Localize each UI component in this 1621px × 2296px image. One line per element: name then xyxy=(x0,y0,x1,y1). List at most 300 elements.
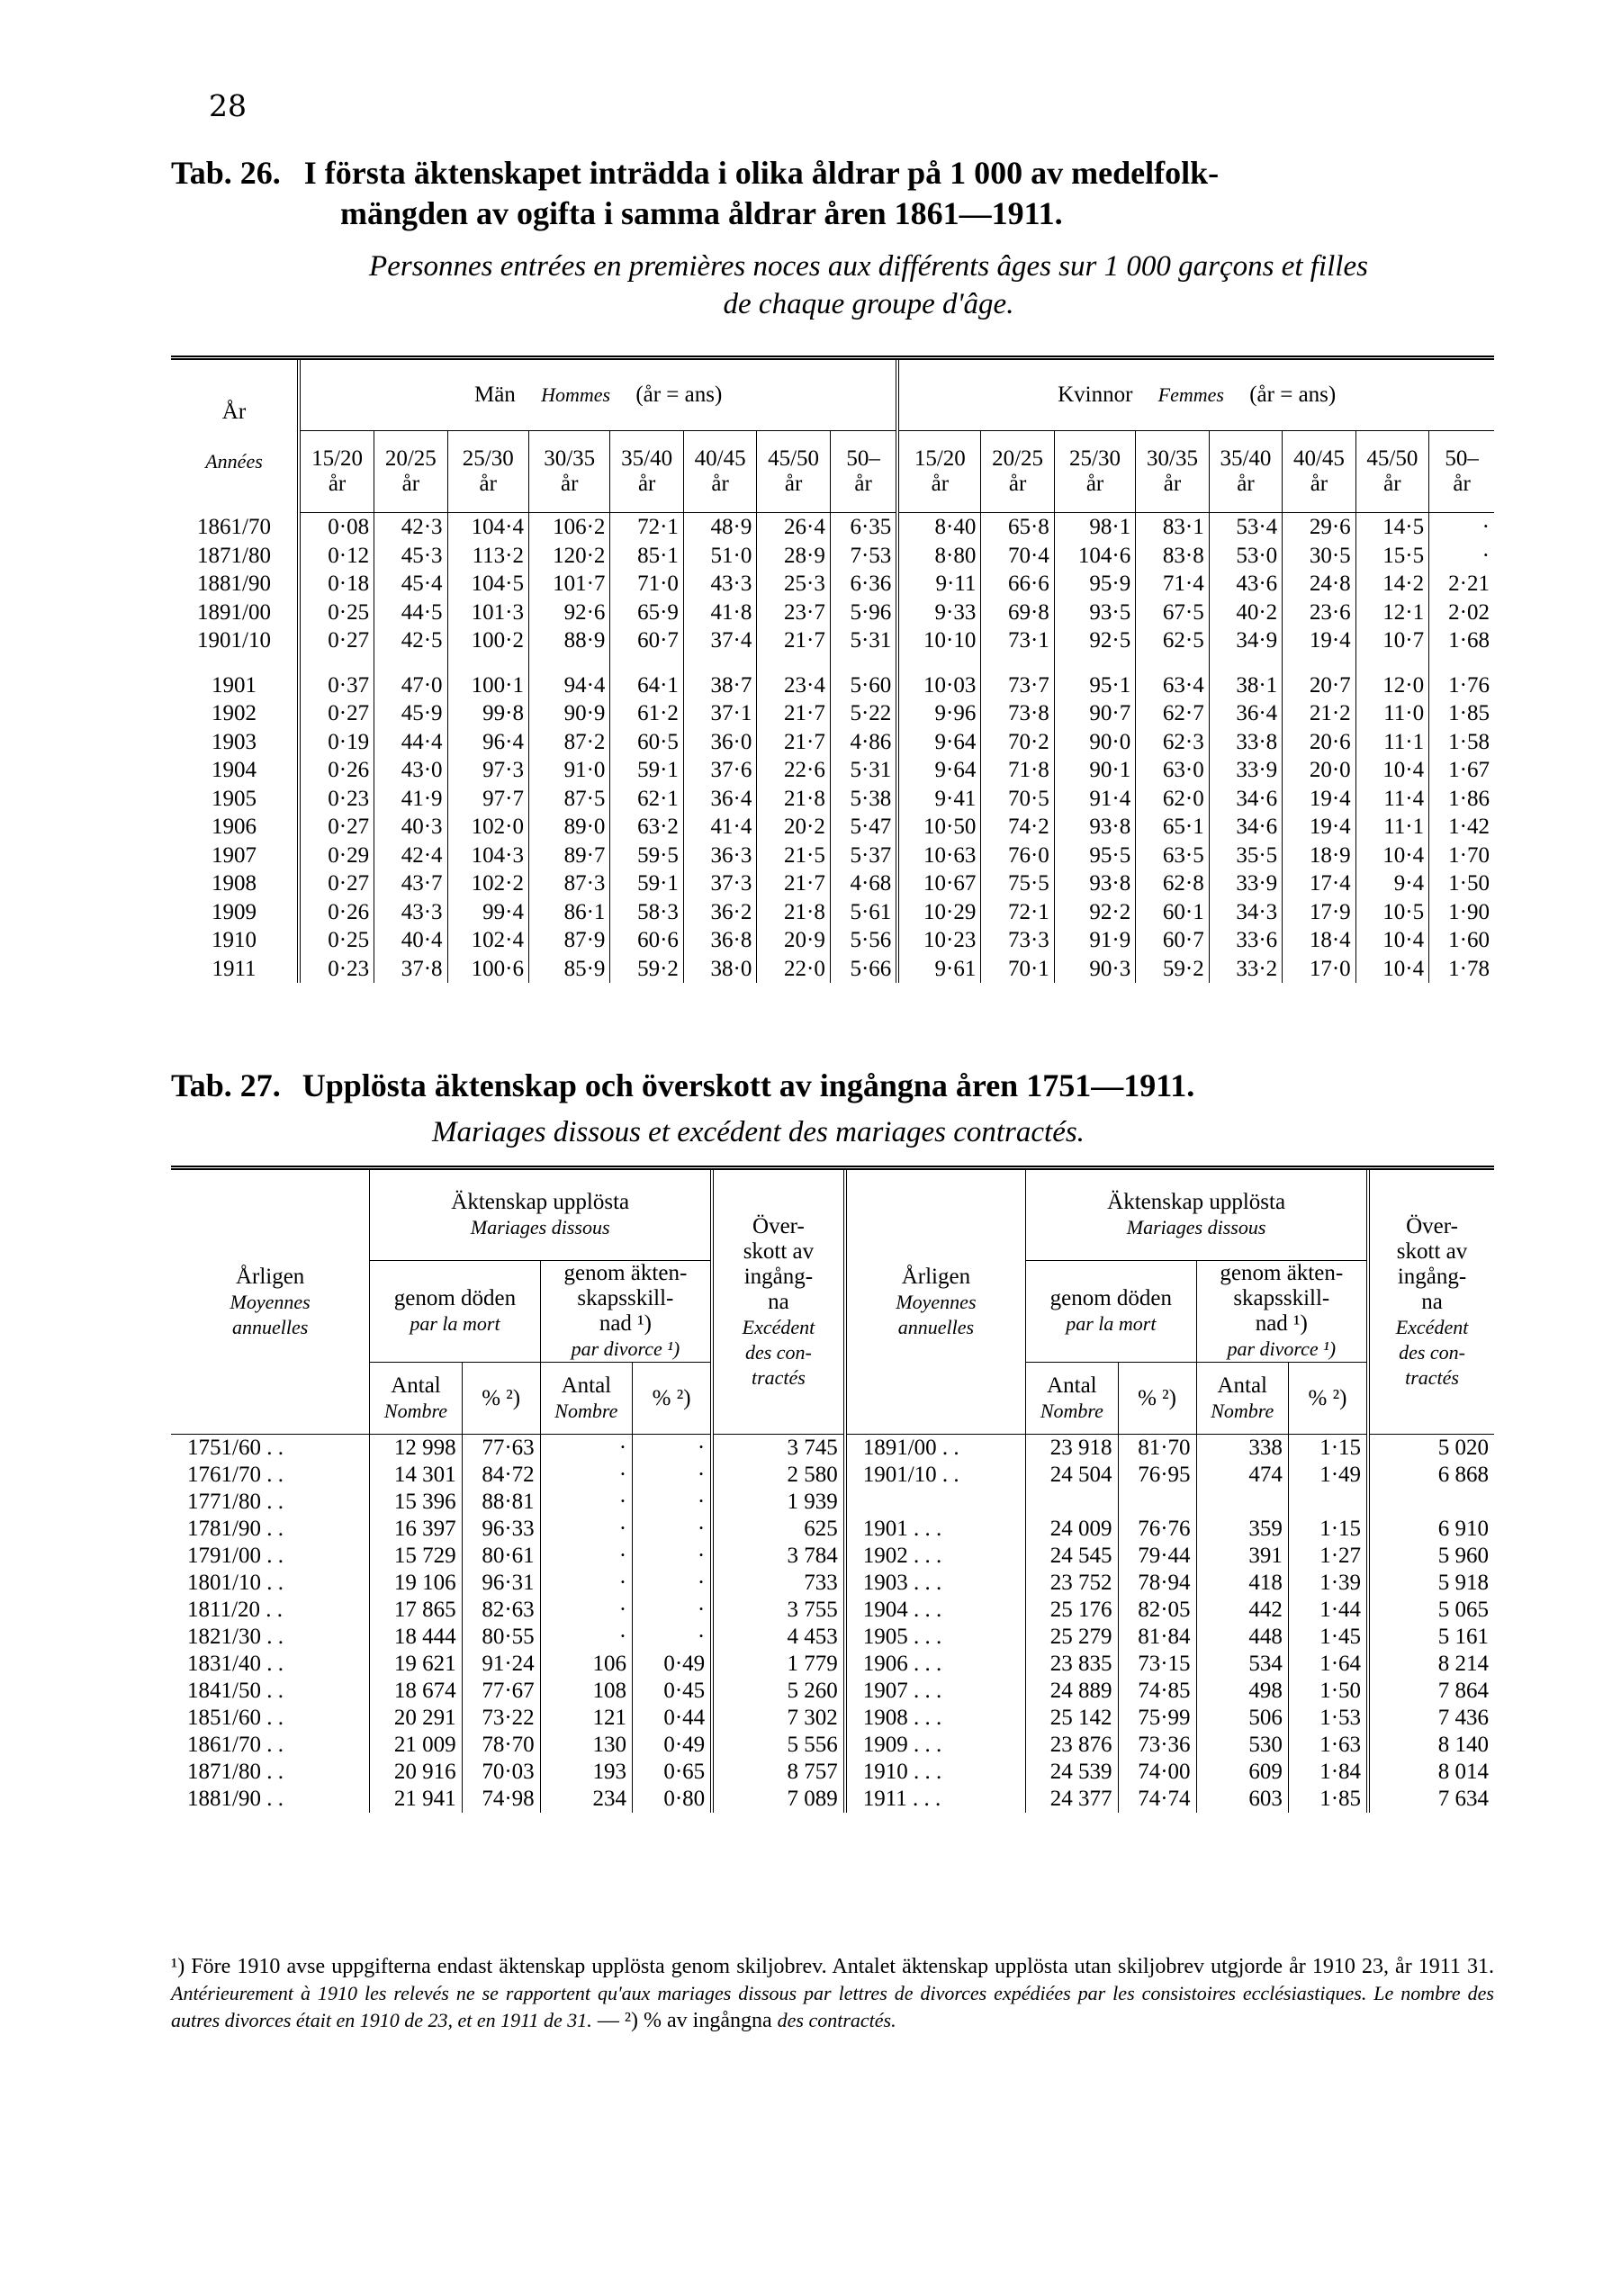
year-cell: 1903 xyxy=(212,729,257,754)
year-cell: 1861/70 xyxy=(197,514,271,539)
dissolved-label: Äktenskap upplösta xyxy=(1107,1190,1286,1214)
year-header xyxy=(171,358,299,513)
year-cell: 1906 xyxy=(212,815,257,839)
women-age-header xyxy=(1355,431,1428,513)
death-pct-cell: 88·81 xyxy=(462,1489,540,1516)
death-cell: 15 396 xyxy=(370,1489,462,1516)
death-pct-cell: 73·22 xyxy=(462,1705,540,1732)
women-rate-cell: 93·8 xyxy=(1054,869,1135,898)
men-rate-cell: 21·7 xyxy=(757,728,830,757)
death-cell: 19 106 xyxy=(370,1570,462,1597)
women-rate-cell: 95·1 xyxy=(1054,671,1135,700)
women-rate-cell: 53·4 xyxy=(1209,513,1282,542)
women-rate-cell: 38·1 xyxy=(1209,671,1282,700)
gap-cell xyxy=(1429,655,1494,671)
women-rate-cell: 90·1 xyxy=(1054,756,1135,785)
women-rate-cell: 19·4 xyxy=(1283,626,1355,655)
men-unit: (år = ans) xyxy=(635,383,723,407)
death-pct-cell: 75·99 xyxy=(1118,1705,1196,1732)
tab26-subtitle xyxy=(243,248,1494,323)
div-pct-cell: · xyxy=(633,1570,713,1597)
women-rate-cell: 60·1 xyxy=(1136,898,1209,927)
percent-label: % ²) xyxy=(652,1385,691,1410)
men-rate-cell: 59·1 xyxy=(610,756,683,785)
death-cell: 18 444 xyxy=(370,1624,462,1651)
surplus-cell: 2 580 xyxy=(712,1462,845,1489)
women-rate-cell: 73·7 xyxy=(981,671,1054,700)
women-rate-cell: 1·42 xyxy=(1429,813,1494,842)
women-rate-cell: 59·2 xyxy=(1136,955,1209,984)
women-rate-cell: 2·02 xyxy=(1429,599,1494,627)
women-rate-cell: 19·4 xyxy=(1283,813,1355,842)
men-age-header xyxy=(528,431,609,513)
women-rate-cell: 10·4 xyxy=(1355,756,1428,785)
men-rate-cell: 20·9 xyxy=(757,926,830,955)
tab26-title-line2: mängden av ogifta i samma åldrar åren 1861—1911. xyxy=(340,195,1063,231)
number-label-fr: Nombre xyxy=(1211,1399,1274,1422)
number-label-fr: Nombre xyxy=(383,1399,447,1422)
men-rate-cell: 37·8 xyxy=(374,955,447,984)
year-cell: 1910 . . . xyxy=(845,1759,1026,1786)
men-rate-cell: 0·19 xyxy=(299,728,374,757)
surplus-label-fr: des con- xyxy=(744,1340,812,1364)
men-age-header xyxy=(447,431,528,513)
surplus-label-fr: Excédent xyxy=(1395,1315,1469,1338)
men-rate-cell: 60·6 xyxy=(610,926,683,955)
tab27-title xyxy=(171,1067,1494,1104)
footnote-1-marker: ¹) xyxy=(171,1955,185,1978)
men-age-header xyxy=(299,431,374,513)
men-rate-cell: 45·3 xyxy=(374,542,447,571)
men-rate-cell: 7·53 xyxy=(830,542,897,571)
year-cell: 1910 xyxy=(212,928,257,952)
women-rate-cell: 1·90 xyxy=(1429,898,1494,927)
women-rate-cell: 63·0 xyxy=(1136,756,1209,785)
div-pct-cell: 0·49 xyxy=(633,1732,713,1759)
div-pct-cell: 1·49 xyxy=(1288,1462,1368,1489)
year-cell: 1891/00 xyxy=(197,599,271,625)
men-rate-cell: 21·7 xyxy=(757,869,830,898)
surplus-cell: 7 634 xyxy=(1368,1786,1494,1813)
year-cell: 1791/00 . . xyxy=(187,1544,284,1568)
death-cell: 23 835 xyxy=(1026,1651,1118,1678)
div-cell: · xyxy=(540,1462,632,1489)
men-rate-cell: 21·7 xyxy=(757,699,830,728)
women-rate-cell: 33·9 xyxy=(1209,869,1282,898)
men-rate-cell: 23·4 xyxy=(757,671,830,700)
gap-cell xyxy=(1355,655,1428,671)
men-rate-cell: 60·7 xyxy=(610,626,683,655)
year-cell: 1811/20 . . xyxy=(187,1598,284,1622)
dissolved-label-fr: Mariages dissous xyxy=(470,1216,610,1238)
men-rate-cell: 36·8 xyxy=(683,926,756,955)
women-rate-cell: 71·8 xyxy=(981,756,1054,785)
year-cell: 1904 xyxy=(212,758,257,782)
men-rate-cell: 59·1 xyxy=(610,869,683,898)
men-rate-cell: 36·2 xyxy=(683,898,756,927)
women-rate-cell: 90·7 xyxy=(1054,699,1135,728)
table-row xyxy=(171,1435,1494,1463)
div-cell: 121 xyxy=(540,1705,632,1732)
women-rate-cell: 19·4 xyxy=(1283,785,1355,814)
percent-label: % ²) xyxy=(482,1385,521,1410)
women-rate-cell: 9·41 xyxy=(897,785,981,814)
death-pct-cell: 79·44 xyxy=(1118,1543,1196,1570)
surplus-cell: 6 910 xyxy=(1368,1516,1494,1543)
death-pct-cell: 81·84 xyxy=(1118,1624,1196,1651)
table-row xyxy=(171,570,1494,599)
age-group-label: 25/30 xyxy=(462,446,514,471)
women-rate-cell: 23·6 xyxy=(1283,599,1355,627)
men-rate-cell: 43·7 xyxy=(374,869,447,898)
women-rate-cell: 73·1 xyxy=(981,626,1054,655)
div-cell: 530 xyxy=(1196,1732,1288,1759)
number-header xyxy=(370,1363,462,1435)
surplus-label: na xyxy=(1421,1289,1443,1314)
gap-cell xyxy=(1283,655,1355,671)
year-cell: 1861/70 . . xyxy=(187,1733,284,1757)
gap-cell xyxy=(528,655,609,671)
women-rate-cell: 2·21 xyxy=(1429,570,1494,599)
age-group-label: 50– xyxy=(1445,446,1479,471)
men-rate-cell: 37·4 xyxy=(683,626,756,655)
year-header-fr: Années xyxy=(205,449,263,473)
div-pct-cell: · xyxy=(633,1435,713,1463)
men-rate-cell: 5·60 xyxy=(830,671,897,700)
divorce-label-fr: par divorce ¹) xyxy=(571,1337,680,1360)
surplus-cell xyxy=(1368,1489,1494,1516)
men-rate-cell: 113·2 xyxy=(447,542,528,571)
age-unit-label: år xyxy=(560,472,579,496)
tab27-table xyxy=(171,1166,1494,1813)
age-group-label: 35/40 xyxy=(1220,446,1272,471)
men-rate-cell: 99·8 xyxy=(447,699,528,728)
year-cell: 1821/30 . . xyxy=(187,1625,284,1649)
women-rate-cell: 18·9 xyxy=(1283,842,1355,870)
death-cell: 20 291 xyxy=(370,1705,462,1732)
men-rate-cell: 42·3 xyxy=(374,513,447,542)
men-rate-cell: 21·8 xyxy=(757,785,830,814)
surplus-cell: 3 755 xyxy=(712,1597,845,1624)
surplus-cell: 5 556 xyxy=(712,1732,845,1759)
div-pct-cell: 1·45 xyxy=(1288,1624,1368,1651)
gap-cell xyxy=(374,655,447,671)
div-cell: · xyxy=(540,1570,632,1597)
women-age-header xyxy=(981,431,1054,513)
tab27-subtitle: Mariages dissous et excédent des mariages contractés. xyxy=(432,1116,1085,1148)
gap-cell xyxy=(1209,655,1282,671)
dissolved-label-fr: Mariages dissous xyxy=(1126,1216,1266,1238)
women-rate-cell: 104·6 xyxy=(1054,542,1135,571)
women-rate-cell: 83·8 xyxy=(1136,542,1209,571)
year-cell: 1902 . . . xyxy=(845,1543,1026,1570)
men-rate-cell: 36·3 xyxy=(683,842,756,870)
div-cell: 534 xyxy=(1196,1651,1288,1678)
women-rate-cell: 53·0 xyxy=(1209,542,1282,571)
women-rate-cell: 33·2 xyxy=(1209,955,1282,984)
women-rate-cell: 43·6 xyxy=(1209,570,1282,599)
men-age-header xyxy=(830,431,897,513)
women-rate-cell: 91·9 xyxy=(1054,926,1135,955)
men-rate-cell: 60·5 xyxy=(610,728,683,757)
div-pct-cell: 1·27 xyxy=(1288,1543,1368,1570)
div-cell: 506 xyxy=(1196,1705,1288,1732)
men-rate-cell: 41·4 xyxy=(683,813,756,842)
age-group-label: 15/20 xyxy=(914,446,966,471)
age-group-label: 20/25 xyxy=(384,446,437,471)
women-rate-cell: 60·7 xyxy=(1136,926,1209,955)
death-label: genom döden xyxy=(1049,1286,1173,1310)
div-cell: · xyxy=(540,1624,632,1651)
men-rate-cell: 37·6 xyxy=(683,756,756,785)
women-rate-cell: 76·0 xyxy=(981,842,1054,870)
surplus-cell: 6 868 xyxy=(1368,1462,1494,1489)
div-pct-cell: · xyxy=(633,1516,713,1543)
men-rate-cell: 101·7 xyxy=(528,570,609,599)
div-pct-cell: 0·65 xyxy=(633,1759,713,1786)
number-header xyxy=(1026,1363,1118,1435)
div-cell: 234 xyxy=(540,1786,632,1813)
death-pct-cell: 84·72 xyxy=(462,1462,540,1489)
div-cell: 391 xyxy=(1196,1543,1288,1570)
men-rate-cell: 61·2 xyxy=(610,699,683,728)
women-rate-cell: 29·6 xyxy=(1283,513,1355,542)
surplus-cell: 8 757 xyxy=(712,1759,845,1786)
div-pct-cell: · xyxy=(633,1462,713,1489)
men-rate-cell: 65·9 xyxy=(610,599,683,627)
women-rate-cell: 34·6 xyxy=(1209,813,1282,842)
table-row xyxy=(171,1597,1494,1624)
table-row xyxy=(171,898,1494,927)
year-cell xyxy=(845,1489,1026,1516)
women-age-header xyxy=(1209,431,1282,513)
men-rate-cell: 38·0 xyxy=(683,955,756,984)
age-unit-label: år xyxy=(1310,472,1328,496)
death-pct-cell: 91·24 xyxy=(462,1651,540,1678)
div-pct-cell: 0·45 xyxy=(633,1678,713,1705)
surplus-label: ingång- xyxy=(743,1264,814,1289)
women-rate-cell: 12·1 xyxy=(1355,599,1428,627)
men-rate-cell: 94·4 xyxy=(528,671,609,700)
women-rate-cell: 70·5 xyxy=(981,785,1054,814)
death-cell: 18 674 xyxy=(370,1678,462,1705)
div-cell: 193 xyxy=(540,1759,632,1786)
men-rate-cell: 37·1 xyxy=(683,699,756,728)
men-rate-cell: 5·61 xyxy=(830,898,897,927)
year-cell: 1881/90 . . xyxy=(187,1787,284,1811)
men-rate-cell: 0·26 xyxy=(299,756,374,785)
women-age-header xyxy=(1136,431,1209,513)
women-rate-cell: 10·50 xyxy=(897,813,981,842)
men-rate-cell: 100·1 xyxy=(447,671,528,700)
women-rate-cell: 90·0 xyxy=(1054,728,1135,757)
women-age-header xyxy=(897,431,981,513)
year-cell: 1904 . . . xyxy=(845,1597,1026,1624)
age-unit-label: år xyxy=(711,472,729,496)
men-rate-cell: 44·4 xyxy=(374,728,447,757)
men-rate-cell: 48·9 xyxy=(683,513,756,542)
row-gap xyxy=(171,655,1494,671)
men-rate-cell: 26·4 xyxy=(757,513,830,542)
year-cell: 1902 xyxy=(212,701,257,725)
percent-header xyxy=(1288,1363,1368,1435)
women-unit: (år = ans) xyxy=(1249,383,1337,407)
surplus-cell: 5 960 xyxy=(1368,1543,1494,1570)
men-rate-cell: 102·0 xyxy=(447,813,528,842)
men-rate-cell: 44·5 xyxy=(374,599,447,627)
women-rate-cell: 1·70 xyxy=(1429,842,1494,870)
year-cell: 1905 . . . xyxy=(845,1624,1026,1651)
men-rate-cell: 89·7 xyxy=(528,842,609,870)
tab27-year-header-right xyxy=(845,1168,1026,1435)
age-group-label: 45/50 xyxy=(1366,446,1418,471)
table-row xyxy=(171,756,1494,785)
number-header xyxy=(1196,1363,1288,1435)
women-rate-cell: 17·4 xyxy=(1283,869,1355,898)
men-rate-cell: 5·96 xyxy=(830,599,897,627)
women-rate-cell: 36·4 xyxy=(1209,699,1282,728)
women-rate-cell: 34·3 xyxy=(1209,898,1282,927)
men-rate-cell: 22·6 xyxy=(757,756,830,785)
age-group-label: 30/35 xyxy=(1147,446,1198,471)
year-cell: 1903 . . . xyxy=(845,1570,1026,1597)
divorce-header xyxy=(540,1261,712,1363)
gap-cell xyxy=(610,655,683,671)
women-rate-cell: 12·0 xyxy=(1355,671,1428,700)
death-pct-cell: 78·70 xyxy=(462,1732,540,1759)
women-rate-cell: 10·67 xyxy=(897,869,981,898)
men-rate-cell: 51·0 xyxy=(683,542,756,571)
age-unit-label: år xyxy=(401,472,420,496)
men-rate-cell: 5·22 xyxy=(830,699,897,728)
men-rate-cell: 59·5 xyxy=(610,842,683,870)
women-rate-cell: 1·86 xyxy=(1429,785,1494,814)
women-age-header xyxy=(1429,431,1494,513)
men-rate-cell: 28·9 xyxy=(757,542,830,571)
table-row xyxy=(171,626,1494,655)
women-rate-cell: 10·10 xyxy=(897,626,981,655)
women-rate-cell: 62·8 xyxy=(1136,869,1209,898)
death-cell: 20 916 xyxy=(370,1759,462,1786)
women-rate-cell: 20·7 xyxy=(1283,671,1355,700)
table-row xyxy=(171,869,1494,898)
men-rate-cell: 85·9 xyxy=(528,955,609,984)
surplus-label: skott av xyxy=(1396,1238,1468,1264)
men-rate-cell: 71·0 xyxy=(610,570,683,599)
women-rate-cell: 72·1 xyxy=(981,898,1054,927)
women-rate-cell: 17·9 xyxy=(1283,898,1355,927)
divorce-header xyxy=(1196,1261,1368,1363)
men-rate-cell: 0·25 xyxy=(299,599,374,627)
death-pct-cell: 76·95 xyxy=(1118,1462,1196,1489)
women-rate-cell: 10·7 xyxy=(1355,626,1428,655)
men-rate-cell: 90·9 xyxy=(528,699,609,728)
age-unit-label: år xyxy=(1085,472,1104,496)
death-cell: 25 176 xyxy=(1026,1597,1118,1624)
death-pct-cell: 96·33 xyxy=(462,1516,540,1543)
death-cell: 24 545 xyxy=(1026,1543,1118,1570)
tab27-surplus-header-left xyxy=(712,1168,845,1435)
div-pct-cell: · xyxy=(633,1624,713,1651)
percent-label: % ²) xyxy=(1308,1385,1347,1410)
dissolved-label: Äktenskap upplösta xyxy=(451,1190,630,1214)
div-cell: · xyxy=(540,1597,632,1624)
table-row xyxy=(171,1651,1494,1678)
div-cell: 106 xyxy=(540,1651,632,1678)
age-group-label: 45/50 xyxy=(768,446,820,471)
men-rate-cell: 87·3 xyxy=(528,869,609,898)
div-cell: 338 xyxy=(1196,1435,1288,1463)
table-row xyxy=(171,542,1494,571)
men-age-header xyxy=(683,431,756,513)
men-rate-cell: 63·2 xyxy=(610,813,683,842)
div-pct-cell: · xyxy=(633,1489,713,1516)
age-unit-label: år xyxy=(1237,472,1255,496)
number-label-fr: Nombre xyxy=(1040,1399,1103,1422)
death-cell: 16 397 xyxy=(370,1516,462,1543)
men-rate-cell: 104·5 xyxy=(447,570,528,599)
men-rate-cell: 5·47 xyxy=(830,813,897,842)
table-row xyxy=(171,813,1494,842)
women-rate-cell: 70·1 xyxy=(981,955,1054,984)
women-rate-cell: 1·58 xyxy=(1429,728,1494,757)
death-cell: 14 301 xyxy=(370,1462,462,1489)
men-rate-cell: 5·56 xyxy=(830,926,897,955)
div-pct-cell: 1·44 xyxy=(1288,1597,1368,1624)
death-header xyxy=(370,1261,540,1363)
number-label: Antal xyxy=(391,1373,441,1398)
year-cell: 1901 xyxy=(212,672,257,698)
men-rate-cell: 102·2 xyxy=(447,869,528,898)
div-cell: · xyxy=(540,1489,632,1516)
divorce-label: nad ¹) xyxy=(599,1311,652,1336)
table-row xyxy=(171,1786,1494,1813)
men-rate-cell: 41·9 xyxy=(374,785,447,814)
men-rate-cell: 0·18 xyxy=(299,570,374,599)
table-row xyxy=(171,1624,1494,1651)
surplus-cell: 3 784 xyxy=(712,1543,845,1570)
women-rate-cell: 10·4 xyxy=(1355,842,1428,870)
div-pct-cell: 0·49 xyxy=(633,1651,713,1678)
year-header-sv: År xyxy=(221,399,247,424)
women-rate-cell: 15·5 xyxy=(1355,542,1428,571)
yearly-label-fr: annuelles xyxy=(897,1315,975,1338)
death-pct-cell: 77·63 xyxy=(462,1435,540,1463)
table-row xyxy=(171,513,1494,542)
women-rate-cell: 9·11 xyxy=(897,570,981,599)
men-rate-cell: 36·0 xyxy=(683,728,756,757)
women-rate-cell: 69·8 xyxy=(981,599,1054,627)
men-rate-cell: 97·7 xyxy=(447,785,528,814)
women-rate-cell: 33·9 xyxy=(1209,756,1282,785)
year-cell: 1905 xyxy=(212,786,257,811)
women-rate-cell: 66·6 xyxy=(981,570,1054,599)
men-rate-cell: 0·26 xyxy=(299,898,374,927)
death-label-fr: par la mort xyxy=(410,1312,500,1335)
women-age-header xyxy=(1283,431,1355,513)
death-cell: 15 729 xyxy=(370,1543,462,1570)
footnote-1-sv: Före 1910 avse uppgifterna endast äktenskap upplösta genom skiljobrev. Antalet äktenskap upplösta utan skiljobrev utgjorde år 1910 23, år 1911 31. xyxy=(191,1955,1494,1978)
women-rate-cell: 10·23 xyxy=(897,926,981,955)
age-unit-label: år xyxy=(931,472,950,496)
year-cell: 1901/10 xyxy=(197,628,271,653)
women-rate-cell: 20·6 xyxy=(1283,728,1355,757)
women-rate-cell: 8·40 xyxy=(897,513,981,542)
death-cell: 21 009 xyxy=(370,1732,462,1759)
women-rate-cell: 1·85 xyxy=(1429,699,1494,728)
women-rate-cell: 62·3 xyxy=(1136,728,1209,757)
year-cell: 1908 . . . xyxy=(845,1705,1026,1732)
